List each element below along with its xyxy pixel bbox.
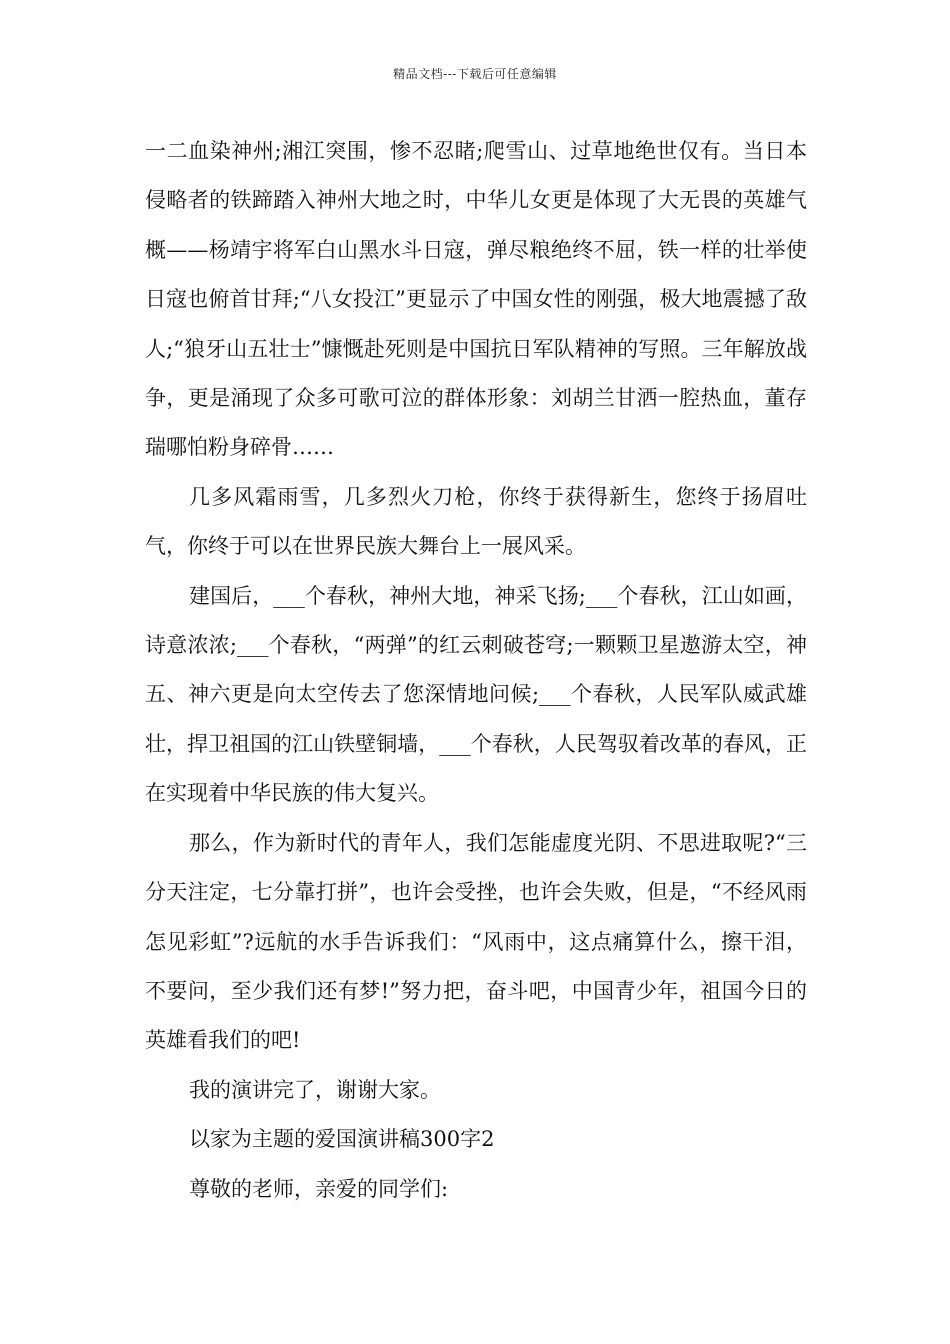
- paragraph-3: 建国后，___个春秋，神州大地，神采飞扬;___个春秋，江山如画，诗意浓浓;___个春秋，“两弹”的红云刺破苍穹;一颗颗卫星遨游太空，神五、神六更是向太空传去了您深情地问候;___个春秋，人民军队威武雄壮，捍卫祖国的江山铁壁铜墙，___个春秋，人民驾驭着改革的春风，正在实现着中华民族的伟大复兴。: [145, 583, 807, 806]
- section-title: 以家为主题的爱国演讲稿300字2: [189, 1127, 495, 1152]
- document-body: [145, 127, 807, 1214]
- page-header: 精品文档---下载后可任意编辑: [393, 67, 557, 81]
- paragraph-4: 那么，作为新时代的青年人，我们怎能虚度光阴、不思进取呢?“三分天注定，七分靠打拼”，也许会受挫，也许会失败，但是，“不经风雨怎见彩虹”?远航的水手告诉我们：“风雨中，这点痛算什么，擦干泪，不要问，至少我们还有梦!”努力把，奋斗吧，中国青少年，祖国今日的英雄看我们的吧!: [145, 830, 807, 1053]
- paragraph-closing: 我的演讲完了，谢谢大家。: [189, 1077, 441, 1102]
- salutation: 尊敬的老师，亲爱的同学们:: [189, 1176, 449, 1201]
- paragraph-1: 一二血染神州;湘江突围，惨不忍睹;爬雪山、过草地绝世仅有。当日本侵略者的铁蹄踏入神州大地之时，中华儿女更是体现了大无畏的英雄气概——杨靖宇将军白山黑水斗日寇，弹尽粮绝终不屈，铁一样的壮举使日寇也俯首甘拜;“八女投江”更显示了中国女性的刚强，极大地震撼了敌人;“狼牙山五壮士”慷慨赴死则是中国抗日军队精神的写照。三年解放战争，更是涌现了众多可歌可泣的群体形象：刘胡兰甘洒一腔热血，董存瑞哪怕粉身碎骨……: [145, 139, 807, 460]
- paragraph-2: 几多风霜雨雪，几多烈火刀枪，你终于获得新生，您终于扬眉吐气，你终于可以在世界民族大舞台上一展风采。: [145, 484, 807, 559]
